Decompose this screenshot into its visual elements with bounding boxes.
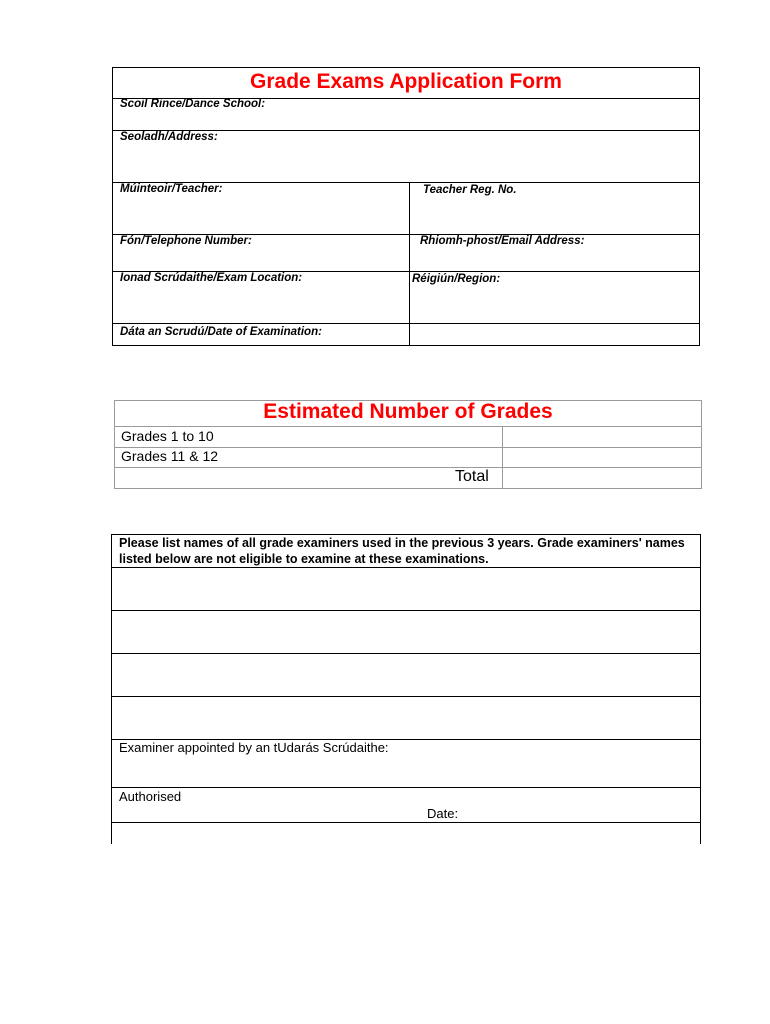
exam-date-label: Dáta an Scrudú/Date of Examination: [120, 326, 322, 338]
divider [111, 653, 701, 654]
total-label: Total [455, 468, 489, 485]
date-label: Date: [427, 806, 459, 821]
examiner-name-field[interactable] [113, 612, 699, 652]
region-label: Réigiún/Region: [412, 273, 501, 285]
divider [112, 323, 700, 324]
grades-row-label: Grades 1 to 10 [121, 428, 214, 444]
section-left-border [111, 534, 112, 844]
examiner-name-field[interactable] [113, 698, 699, 738]
examiner-name-field[interactable] [113, 655, 699, 695]
divider [111, 696, 701, 697]
total-count-field[interactable] [504, 468, 700, 487]
teacher-reg-no-label: Teacher Reg. No. [423, 184, 517, 196]
address-label: Seoladh/Address: [120, 131, 218, 143]
teacher-label: Múinteoir/Teacher: [120, 183, 223, 195]
email-label: Rhiomh-phost/Email Address: [420, 235, 585, 247]
section-right-border [700, 534, 701, 844]
dance-school-label: Scoil Rince/Dance School: [120, 98, 266, 110]
column-divider [502, 426, 503, 489]
divider [111, 610, 701, 611]
grades-1-10-count-field[interactable] [504, 428, 700, 446]
exam-location-label: Ionad Scrúdaithe/Exam Location: [120, 272, 303, 284]
divider [114, 426, 702, 427]
divider [111, 787, 701, 788]
column-divider [409, 182, 410, 346]
examiners-instructions: Please list names of all grade examiners used in the previous 3 years. Grade examiners' names listed below are not eligible to examine at these examinations. [119, 536, 685, 566]
telephone-label: Fón/Telephone Number: [120, 235, 252, 247]
grades-11-12-count-field[interactable] [504, 448, 700, 466]
examiner-name-field[interactable] [113, 569, 699, 609]
divider [111, 822, 701, 823]
grades-table-title: Estimated Number of Grades [263, 400, 553, 423]
examiner-appointed-label: Examiner appointed by an tUdarás Scrúdaithe: [119, 740, 389, 755]
grades-row-label: Grades 11 & 12 [121, 448, 219, 464]
divider [111, 567, 701, 568]
authorised-label: Authorised [119, 789, 182, 804]
form-title: Grade Exams Application Form [250, 70, 562, 93]
